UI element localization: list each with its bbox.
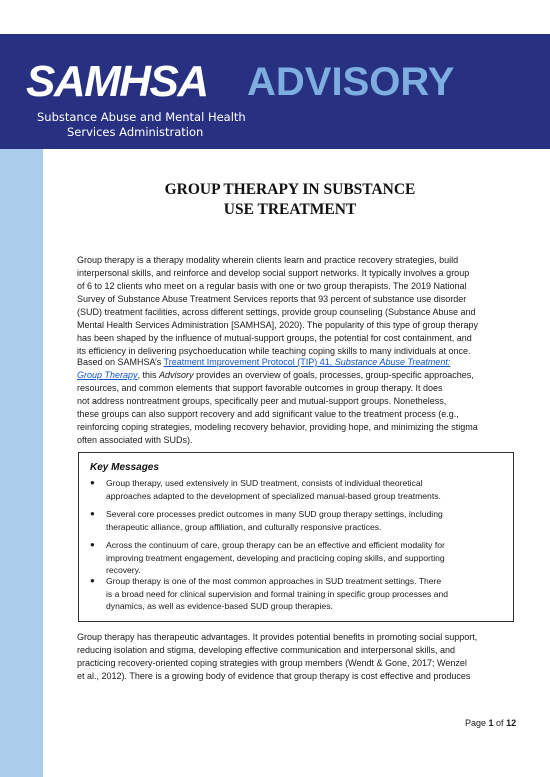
intro-line: interpersonal skills, and reinforce and develop social support networks. It typically involves a group	[77, 268, 470, 278]
bullet-icon: ●	[90, 478, 95, 487]
closing-paragraph	[77, 631, 517, 683]
key-message-line: Group therapy is one of the most common approaches in SUD treatment settings. There	[106, 576, 442, 586]
tip41-link-continued[interactable]: Group Therapy	[77, 370, 138, 380]
overview-text: , this	[137, 370, 160, 380]
closing-line: et al., 2012). There is a growing body of evidence that group therapy is cost effective and produces	[77, 671, 471, 681]
title-line-2: USE TREATMENT	[223, 201, 357, 218]
overview-line: not address nontreatment groups, specifically peer and mutual-support groups. Nonetheless,	[77, 396, 447, 406]
tip41-link[interactable]	[164, 357, 451, 367]
intro-line: (SUD) treatment facilities, across different settings, provide group counseling (Substance Abuse and	[77, 307, 476, 317]
overview-line	[77, 369, 517, 382]
overview-line: resources, and common elements that support favorable outcomes in group therapy. It does	[77, 383, 443, 393]
closing-line: practicing recovery-oriented coping strategies with group members (Wendt & Gone, 2017; Wenzel	[77, 658, 467, 668]
document-title	[80, 180, 500, 220]
header-band	[0, 34, 550, 149]
title-line-1: GROUP THERAPY IN SUBSTANCE	[164, 181, 416, 198]
key-message-line: approaches adapted to the development of specialized manual-based group treatments.	[106, 490, 441, 501]
overview-line	[77, 356, 517, 369]
key-message-line: dynamics, as well as evidence-based SUD group therapies.	[106, 601, 333, 612]
key-message-line: improving treatment engagement, developing and practicing coping skills, and supporting	[106, 552, 445, 563]
overview-prefix: Based on SAMHSA’s	[77, 357, 164, 367]
intro-line: Survey of Substance Abuse Treatment Services reports that 93 percent of substance use disorder	[77, 294, 467, 304]
key-message-line: Several core processes predict outcomes in many SUD group therapy settings, including	[106, 509, 443, 519]
samhsa-logo: SAMHSA	[26, 57, 208, 106]
bullet-icon: ●	[90, 540, 95, 549]
closing-line: reducing isolation and stigma, developing effective communication and interpersonal skills, and	[77, 645, 456, 655]
tip41-link-title: Substance Abuse Treatment:	[334, 357, 451, 367]
intro-line: its efficiency in delivering psychoeducation while teaching coping skills to many individuals at once.	[77, 346, 471, 356]
org-name-line-2: Services Administration	[67, 125, 204, 139]
page-label: Page	[465, 718, 489, 728]
key-message-line: is a broad need for clinical supervision and formal training in specific group processes and	[106, 588, 449, 599]
key-messages-title: Key Messages	[90, 462, 159, 473]
page-current: 1	[488, 718, 494, 728]
overview-line: often associated with SUDs).	[77, 435, 193, 445]
page-of: of	[493, 718, 507, 728]
key-message-line: Across the continuum of care, group therapy can be an effective and efficient modality for	[106, 540, 445, 550]
key-message-line: Group therapy, used extensively in SUD treatment, consists of individual theoretical	[106, 478, 423, 488]
bullet-icon: ●	[90, 509, 95, 518]
key-message-line: therapeutic alliance, group affiliation, and culturally responsive practices.	[106, 521, 382, 532]
overview-paragraph	[77, 356, 517, 447]
intro-line: of 6 to 12 clients who meet on a regular basis with one or two group therapists. The 2019 National	[77, 281, 467, 291]
overview-line: these groups can also support recovery and add significant value to the treatment process (e.g.,	[77, 409, 459, 419]
bullet-icon: ●	[90, 576, 95, 585]
key-message-line: recovery.	[106, 565, 141, 576]
intro-line: Mental Health Services Administration [SAMHSA], 2020). The popularity of this type of group therapy	[77, 320, 479, 330]
intro-line: has been shaped by the influence of mutual-support groups, the potential for cost containment, and	[77, 333, 472, 343]
page-total: 12	[506, 718, 517, 728]
side-accent-bar	[0, 149, 43, 777]
intro-line: Group therapy is a therapy modality wherein clients learn and practice recovery strategies, build	[77, 255, 459, 265]
tip41-link-text: Treatment Improvement Protocol (TIP) 41,	[163, 357, 335, 367]
page-number	[465, 718, 516, 728]
advisory-wordmark: ADVISORY	[247, 60, 455, 104]
overview-text: provides an overview of goals, processes, group-specific approaches,	[193, 370, 474, 380]
overview-line: reinforcing coping strategies, modeling recovery behavior, providing hope, and minimizing the stigma	[77, 422, 478, 432]
org-name-line-1: Substance Abuse and Mental Health	[37, 110, 246, 124]
advisory-italic: Advisory	[159, 370, 194, 380]
key-messages-box	[78, 452, 514, 622]
closing-line: Group therapy has therapeutic advantages. It provides potential benefits in promoting social support,	[77, 632, 478, 642]
intro-paragraph	[77, 254, 517, 358]
